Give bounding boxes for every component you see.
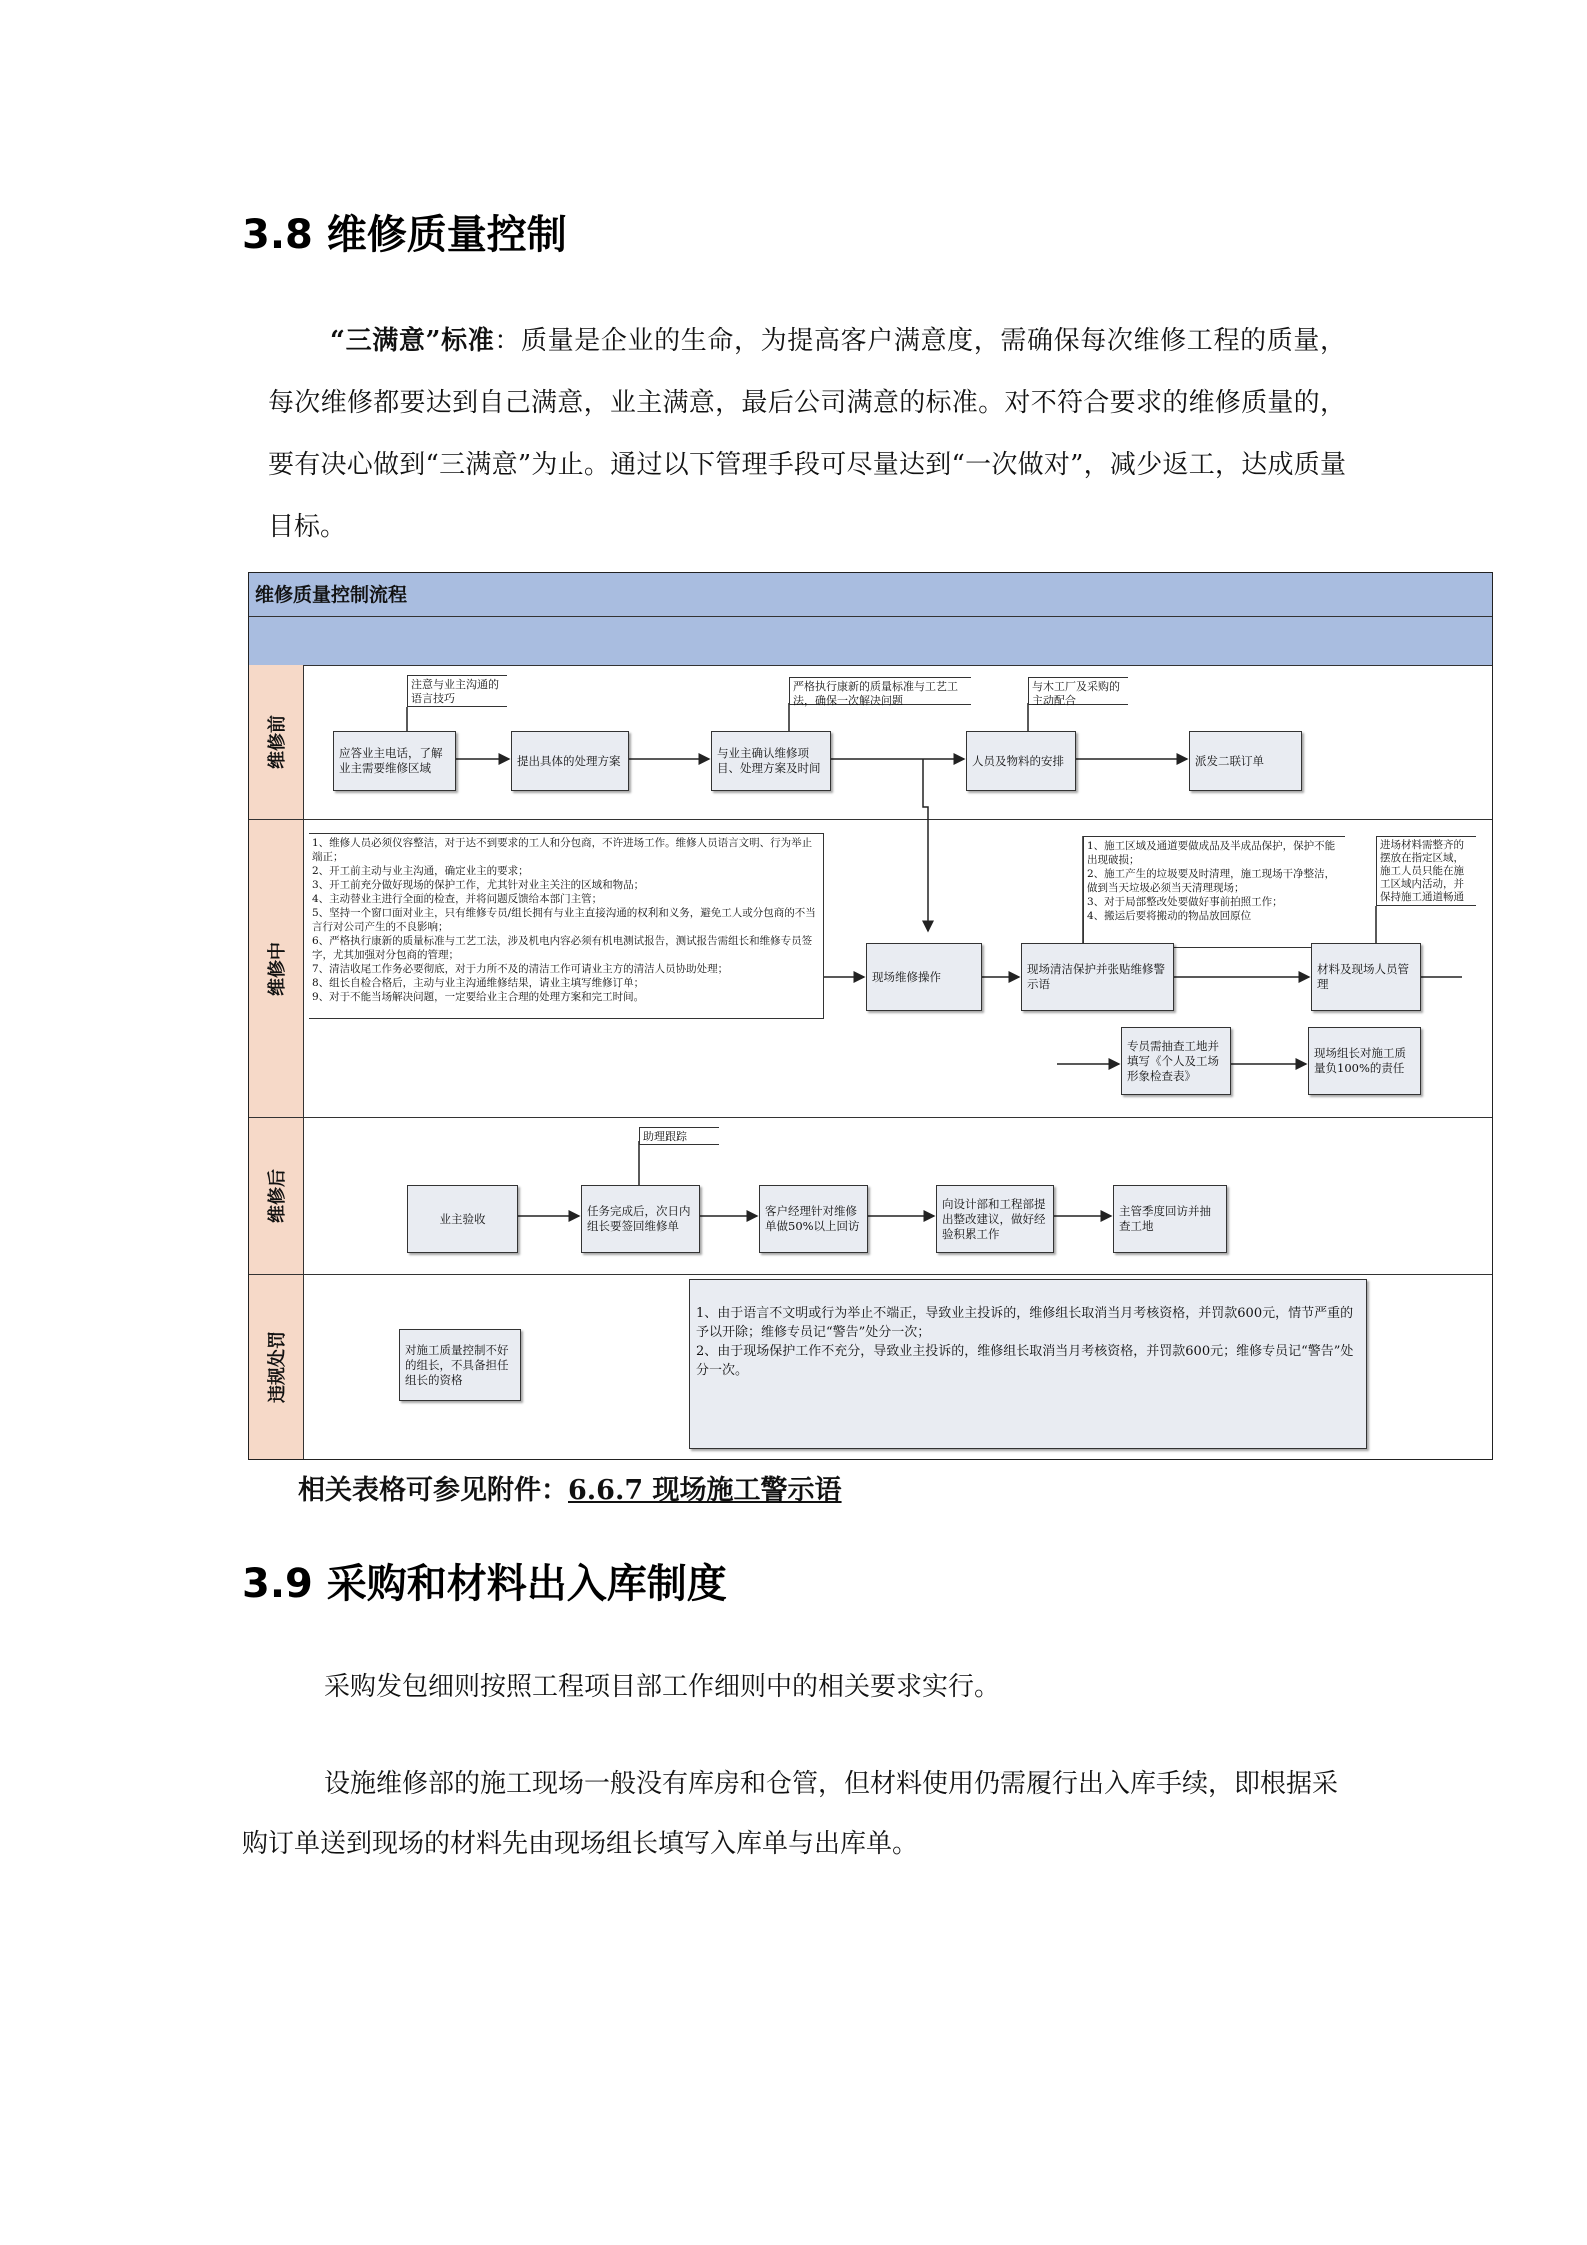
box-answer-call: 应答业主电话，了解业主需要维修区域: [333, 731, 456, 791]
box-penalty-rules: 1、由于语言不文明或行为举止不端正，导致业主投诉的，维修组长取消当月考核资格，并罚款600元，情节严重的予以开除；维修专员记“警告”处分一次； 2、由于现场保护工作不充分，导致业主投诉的，维修组长取消当月考核资格，并罚款600元；维修专员记“警告”处分一次。: [689, 1279, 1367, 1449]
box-quarterly-revisit: 主管季度回访并抽查工地: [1113, 1185, 1227, 1253]
note-material-placement: 进场材料需整齐的摆放在指定区域，施工人员只能在施工区域内活动，并保持施工通道畅通: [1376, 836, 1476, 906]
flowchart-title: 维修质量控制流程: [249, 573, 1492, 617]
box-spot-check: 专员需抽查工地并填写《个人及工场形象检查表》: [1121, 1027, 1231, 1095]
note-during-rules: 1、维修人员必须仪容整洁，对于达不到要求的工人和分包商，不许进场工作。维修人员语言文明、行为举止端正； 2、开工前主动与业主沟通，确定业主的要求； 3、开工前充分做好现场的保护工作，尤其针对业主关注的区域和物品； 4、主动替业主进行全面的检查，并将问题反馈给本部门主管； 5、坚持一个窗口面对业主，只有维修专员/组长拥有与业主直接沟通的权利和义务，避免工人或分包商的不当言行对公司产生的不良影响； 6、严格执行康新的质量标准与工艺工法，涉及机电内容必须有机电测试报告，测试报告需组长和维修专员签字，尤其加强对分包商的管理； 7、清洁收尾工作务必要彻底，对于力所不及的清洁工作可请业主方的清洁人员协助处理； 8、组长自检合格后，主动与业主沟通维修结果，请业主填写维修订单； 9、对于不能当场解决问题，一定要给业主合理的处理方案和完工时间。: [309, 833, 824, 1019]
lane-label-after-text: 维修后: [267, 1169, 288, 1223]
quality-paragraph-body: ：质量是企业的生命，为提高客户满意度，需确保每次维修工程的质量，每次维修都要达到自己满意，业主满意，最后公司满意的标准。对不符合要求的维修质量的，要有决心做到“三满意”为止。通过以下管理手段可尽量达到“一次做对”，减少返工，达成质量目标。: [268, 326, 1346, 542]
section-title-3-8: 3.8 维修质量控制: [242, 212, 567, 258]
note-assistant-tracking: 助理跟踪: [639, 1127, 719, 1145]
reference-link[interactable]: 6.6.7 现场施工警示语: [568, 1475, 842, 1506]
note-cooperation: 与木工厂及采购的主动配合: [1028, 677, 1128, 705]
box-improvement-suggestion: 向设计部和工程部提出整改建议，做好经验积累工作: [936, 1185, 1054, 1253]
box-clean-protect: 现场清洁保护并张贴维修警示语: [1021, 943, 1174, 1011]
reference-prefix: 相关表格可参见附件：: [298, 1475, 568, 1506]
reference-line: [298, 1468, 842, 1507]
note-communication: 注意与业主沟通的语言技巧: [407, 675, 507, 707]
quality-control-flowchart: [248, 572, 1493, 1460]
box-propose-solution: 提出具体的处理方案: [511, 731, 629, 791]
box-confirm-with-owner: 与业主确认维修项目、处理方案及时间: [711, 731, 831, 791]
note-protection: 1、施工区域及通道要做成品及半成品保护，保护不能出现破损； 2、施工产生的垃圾要及时清理，施工现场干净整洁，做到当天垃圾必须当天清理现场； 3、对于局部整改处要做好事前拍照工作； 4、搬运后要将搬动的物品放回原位: [1083, 836, 1345, 948]
box-material-staff-management: 材料及现场人员管理: [1311, 943, 1421, 1011]
quality-paragraph-lead: “三满意”标准: [330, 326, 495, 356]
box-customer-revisit: 客户经理针对维修单做50%以上回访: [759, 1185, 868, 1253]
lane-label-before-text: 维修前: [267, 715, 288, 769]
procurement-paragraph: 采购发包细则按照工程项目部工作细则中的相关要求实行。: [324, 1672, 1001, 1702]
box-onsite-operation: 现场维修操作: [866, 943, 982, 1011]
box-staff-material: 人员及物料的安排: [966, 731, 1076, 791]
box-owner-acceptance: 业主验收: [407, 1185, 518, 1253]
warehouse-paragraph: 设施维修部的施工现场一般没有库房和仓管，但材料使用仍需履行出入库手续，即根据采购订单送到现场的材料先由现场组长填写入库单与出库单。: [242, 1769, 1339, 1859]
lane-label-during-text: 维修中: [267, 941, 288, 996]
box-sign-back-order: 任务完成后，次日内组长要签回维修单: [581, 1185, 700, 1253]
quality-paragraph: [268, 310, 1346, 558]
section-title-3-9: 3.9 采购和材料出入库制度: [242, 1561, 727, 1607]
lane-label-penalty-text: 违规处罚: [267, 1331, 288, 1403]
box-leader-responsibility: 现场组长对施工质量负100%的责任: [1308, 1027, 1421, 1095]
note-quality-standard: 严格执行康新的质量标准与工艺工法，确保一次解决问题: [789, 677, 971, 705]
box-dispatch-order: 派发二联订单: [1189, 731, 1302, 791]
box-leader-disqualify: 对施工质量控制不好的组长，不具备担任组长的资格: [399, 1329, 521, 1401]
